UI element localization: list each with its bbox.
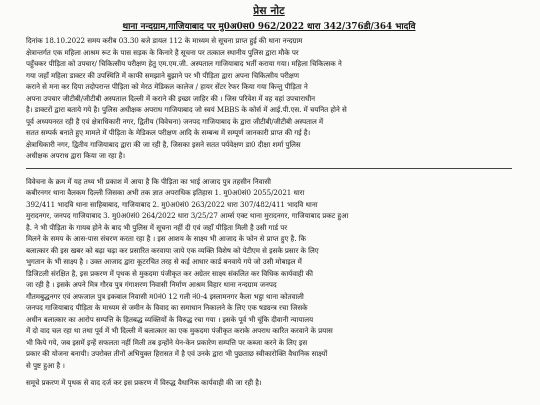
paragraph-investigation: विवेचना के क्रम में यह तथ्य भी प्रकाश में आया है कि पीड़िता का भाई आजाद पुत्र तहसीन निवासी कबीरनगर थाना वैलकम दिल्ली जिसका अभी तक ज्ञात अपराधिक इतिहास 1. मु0अ0सं0 2055/2021 धारा 392/411 भादवि थाना साहिबाबाद, गाजियाबाद 2. मु0अ0सं0 263/2022 धारा 307/482/411 भादवि थाना मुरादनगर, जनपद गाजियाबाद 3. मु0अ0सं0 264/2022 धारा 3/25/27 आर्म्स एक्ट थाना मुरादनगर, गाजियाबाद प्रकट हुआ है. ने भी पीड़िता के गायब होने के बाद भी पुलिस में सूचना नहीं दी एवं जहाँ पीड़िता मिली है उसी गार्ड पर मिलने के समय के आस-पास संचरण करता रहा है । इस आशय के साक्ष्य भी आजाद के फोन से प्राप्त हुए है. कि बलात्कार की इस खबर को बढ़ा चढ़ा कर प्रसारित करवाया जाये एक व्यक्ति विशेष को पेटीएम से इसके प्रसार के लिए भुगतान के भी साक्ष्य है । उक्त आजाद द्वारा कूटरचित तरह से कई आधार कार्ड बनवाये गये जो उसी मोबाइल में डिजिटली संरक्षित है, इस प्रकरण में पृथक से मुकदमा पंजीकृत कर अग्रेतर साक्ष्य संकलित कर विधिक कार्यवाही की जा रही है । इसके अपने मित्र गौरव पुत्र गंगाशरण निवासी निर्माण आश्रम विहार थाना नन्दग्राम जनपद गौतमबुद्धनगर एवं अफजाल पुत्र इकबाल निवासी म0नं0 12 गली नं0-4 इस्लामनगर कैला भट्ठा थाना कोतवाली जनपद गाजियाबाद पीड़िता के माध्यम से जमीन के विवाद का समाधान निकालने के लिए एक षड्यन्त्र रचा जिसके अधीन बलात्कार का आरोप सम्पत्ति के हितबद्ध व्यक्तियों के विरुद्ध रचा गया । इसके पूर्व भी चूंकि दीवानी न्यायालय में दो वाद चल रहा था तथा पूर्व में भी दिल्ली में बलात्कार का एक मुकदमा पंजीकृत कराके अपराध कारित करवाने के प्रयास भी किये गये, जब इसमें इन्हें सफलता नहीं मिली तब इन्होंने येन-केन प्रकारेण सम्पत्ति पर कब्जा करने के लिए इस प्रकार की योजना बनायी। उपरोक्त तीनों अभियुक्त हिरासत में है एवं उनके द्वारा भी पुछताछ स्वीकारोक्ति वैधानिक साक्ष्यों से पुष्ट हुआ है । [26,176,349,370]
paragraph-incident: दिनांक 18.10.2022 समय करीब 03.30 बजे डायल 112 के माध्यम से सूचना प्राप्त हुई की थाना नन्दग्राम क्षेत्रान्तर्गत एक महिला आश्रम रूट के पास सड़क के किनारे है सूचना पर तत्काल स्थानीय पुलिस द्वारा मौके पर पहुँचकर पीड़िता को उपचार/ चिकित्सीय परीक्षण हेतु एम.एम.जी. अस्पताल गाजियाबाद भर्ती कराया गया। महिला चिकित्सक ने गया जहाँ महिला डाक्टर की उपस्थिति में काफी समझाने बुझाने पर भी पीड़िता द्वारा अपना चिकित्सीय परीक्षण कराने से मना कर दिया तदोपरान्त पीड़िता को मेरठ मेडिकल कालेज / हायर सेंटर रेफर किया गया किन्तु पीड़िता ने अपना उपचार जीटीबी/जीटीबी अस्पताल दिल्ली में कराने की इच्छा जाहिर की । जिस परिवेश में वह वहां उपचाराधीन है। डाक्टरों द्वारा बताये गये है। पुलिस अधीक्षक अपराध गाजियाबाद जो स्वयं MBBS के कोर्स में आई.पी.एस. में चयनित होने से पूर्व अध्ययनरत रही है एवं क्षेत्राधिकारी नगर, द्वितीय (विवेचना) जनपद गाजियाबाद के द्वारा जीटीबी/जीटीबी अस्पताल में सतत सम्पर्क बनाते हुए मामले में पीड़िता के मेडिकल परीक्षण आदि के सम्बन्ध में सम्पूर्ण जानकारी प्राप्त की गई है। क्षेत्राधिकारी नगर, द्वितीय गाजियाबाद द्वारा की जा रही है, जिसका इसने सतत पर्यवेक्षण डा0 दीक्षा शर्मा पुलिस अधीक्षक अपराध द्वारा किया जा रहा है। [26,36,347,160]
document-subtitle: थाना नन्दग्राम,गाजियाबाद पर मु0अ0स0 962/2022 धारा 342/376डी/364 भादवि [122,22,416,32]
section-divider [26,168,512,169]
document-title: प्रेस नोट [253,5,285,17]
paragraph-conclusion: समूचे प्रकरण में पृथक से वाद दर्ज कर इस प्रकरण में विरुद्ध वैधानिक कार्यवाही की जा रही है। [26,378,262,387]
